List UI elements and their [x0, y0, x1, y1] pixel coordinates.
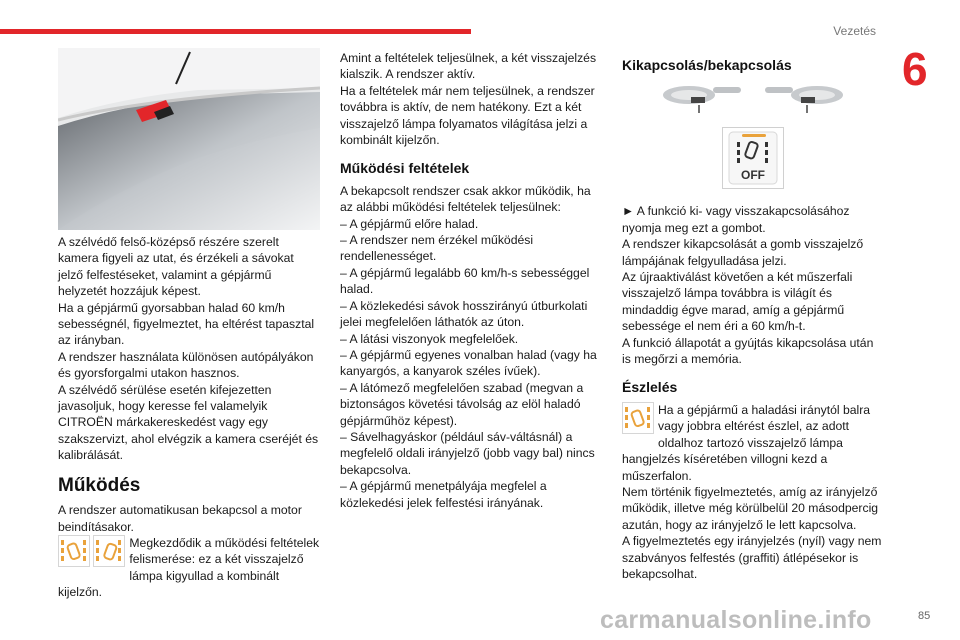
toggle-paragraph-2: A rendszer kikapcsolását a gomb visszajelző lámpájának felgyulladása jelzi. — [622, 237, 864, 268]
steering-wheel-left-icon — [659, 81, 743, 115]
steering-wheel-right-icon — [763, 81, 847, 115]
condition-item: – A gépjármű legalább 60 km/h-s sebességgel halad. — [340, 265, 590, 297]
section-title: Vezetés — [833, 24, 876, 38]
condition-item: – Sávelhagyáskor (például sáv-váltásnál) a megfelelő oldali irányjelző (jobb vagy bal) nincs bekapcsolva. — [340, 429, 595, 477]
conditions-intro: A bekapcsolt rendszer csak akkor működik, ha az alábbi működési feltételek teljesülnek: — [340, 183, 591, 215]
column-2 — [340, 50, 602, 511]
column-1 — [58, 48, 320, 601]
operation-heading: Működés — [58, 474, 141, 496]
condition-item: – A látási viszonyok megfelelőek. — [340, 331, 519, 346]
warning-lamps-pair — [58, 535, 125, 571]
steering-indicators — [622, 81, 884, 115]
detection-paragraph-3: A figyelmeztetés egy irányjelzés (nyíl) vagy nem szabványos felfestés (graffiti) átlépésekor is bekapcsolhat. — [622, 534, 882, 581]
lane-warning-left-icon — [58, 535, 90, 567]
operation-paragraph-2 — [58, 535, 320, 601]
detection-heading: Észlelés — [622, 379, 678, 396]
windshield-camera-image — [58, 48, 320, 230]
detection-paragraph-1 — [622, 402, 884, 484]
column-3 — [622, 50, 884, 582]
watermark: carmanualsonline.info — [600, 606, 872, 634]
toggle-paragraph-3: Az újraaktiválást követően a két műszerfali visszajelző lámpa továbbra is világít és mindaddig égve marad, amíg a gépjármű sebessége el nem éri a 60 km/h-t. — [622, 270, 853, 334]
condition-item: – A gépjármű előre halad. — [340, 216, 479, 231]
accent-bar — [0, 29, 471, 34]
condition-item: – A gépjármű egyenes vonalban halad (vagy ha kanyargós, a kanyarok széles ívűek). — [340, 347, 597, 379]
toggle-heading: Kikapcsolás/bekapcsolás — [622, 57, 792, 73]
condition-item: – A látómező megfelelően szabad (megvan a biztonságos követési távolság az elöl haladó gépjárműhöz képest). — [340, 380, 584, 428]
page-number: 85 — [918, 610, 931, 622]
operation-paragraph-1: A rendszer automatikusan bekapcsol a motor beindításakor. — [58, 503, 302, 534]
toggle-paragraph-1: ► A funkció ki- vagy visszakapcsolásához nyomja meg ezt a gombot. — [622, 204, 850, 235]
intro-paragraph-2: Ha a gépjármű gyorsabban halad 60 km/h sebességnél, figyelmeztet, ha eltérést tapasztal az irányban. — [58, 300, 315, 348]
condition-item: – A rendszer nem érzékel működési rendellenességet. — [340, 233, 534, 264]
detection-paragraph-1-text: Ha a gépjármű a haladási iránytól balra vagy jobbra eltérést észlel, az adott oldalhoz tartozó visszajelző lámpa hangjelzés kíséretében villogni kezd a műszerfalon. — [622, 402, 871, 483]
intro-paragraph-3: A rendszer használata különösen autópályákon és gyorsforgalmi utakon hasznos. — [58, 349, 314, 381]
operation-paragraph-2-text: Megkezdődik a működési feltételek felismerése: ez a két visszajelző lámpa kigyullad a kombinált kijelzőn. — [58, 535, 320, 600]
lane-departure-warning-icon — [622, 402, 654, 434]
lane-assist-off-button-icon[interactable] — [722, 127, 784, 189]
intro-paragraph-4: A szélvédő sérülése esetén kifejezetten javasoljuk, hogy keresse fel valamelyik CITROËN márkakereskedést vagy egy szakszervizt, ahol elvégzik a kamera cseréjét és kalibrálását. — [58, 382, 319, 463]
lane-warning-right-icon — [93, 535, 125, 567]
detection-paragraph-2: Nem történik figyelmeztetés, amíg az irányjelző működik, illetve még körülbelül 20 másodpercig azután, hogy az irányjelző le lett kapcsolva. — [622, 484, 879, 532]
condition-item: – A közlekedési sávok hosszirányú útburkolati jelei megfelelően láthatók az úton. — [340, 298, 588, 330]
chapter-number: 6 — [902, 43, 928, 95]
status-paragraph-1: Amint a feltételek teljesülnek, a két visszajelzés kialszik. A rendszer aktív. — [340, 51, 597, 82]
lane-warning-icon-wrap — [622, 402, 654, 438]
conditions-heading: Működési feltételek — [340, 160, 470, 177]
header-bar — [0, 0, 960, 40]
condition-item: – A gépjármű menetpályája megfelel a közlekedési jelek felfestési irányának. — [340, 479, 547, 510]
status-paragraph-2: Ha a feltételek már nem teljesülnek, a rendszer továbbra is aktív, de nem hatékony. Ezt a két visszajelző lámpa folyamatos világítása jelzi a kombinált kijelzőn. — [340, 83, 595, 148]
off-label: OFF — [741, 168, 765, 183]
intro-paragraph-1: A szélvédő felső-középső részére szerelt kamera figyeli az utat, és érzékeli a sávokat jelző felfestéseket, valamint a gépjármű helyzetét hozzájuk képest. — [58, 235, 294, 299]
toggle-paragraph-4: A funkció állapotát a gyújtás kikapcsolása után is megőrzi a memória. — [622, 335, 874, 367]
